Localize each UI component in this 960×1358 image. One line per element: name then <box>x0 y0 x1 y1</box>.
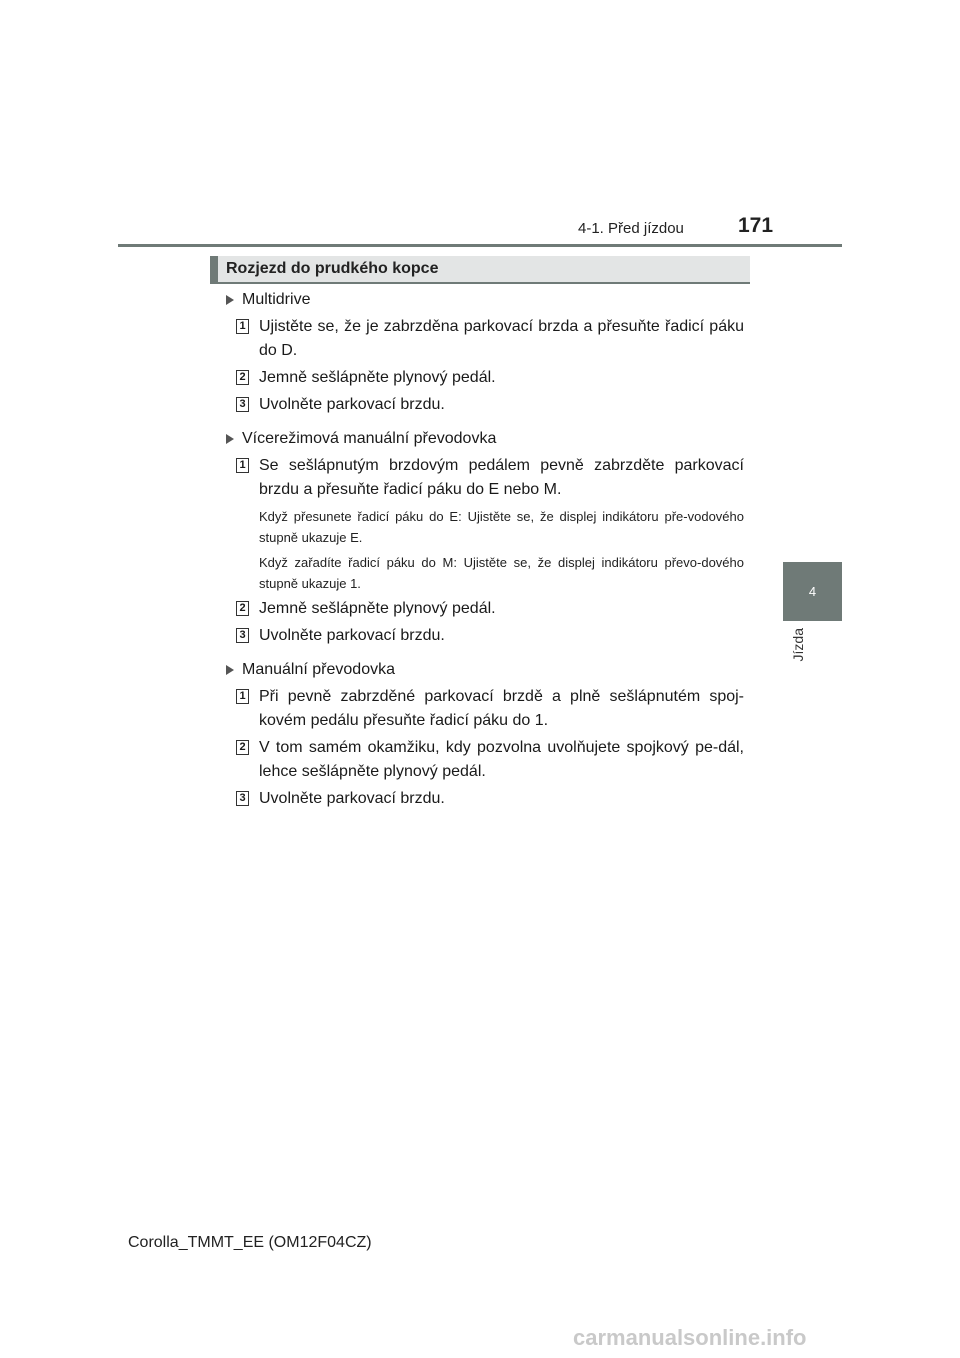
note: Když přesunete řadicí páku do E: Ujistěte se, že displej indikátoru pře-vodového stupně ukazuje E. <box>259 509 744 545</box>
step-number-badge: 3 <box>236 791 249 806</box>
subhead-multidrive <box>226 288 744 312</box>
subhead-manual <box>226 658 744 682</box>
triangle-bullet-icon <box>226 295 234 305</box>
step <box>226 736 744 784</box>
section-title: Rozjezd do prudkého kopce <box>210 256 750 284</box>
page-number: 171 <box>738 214 774 237</box>
step-number-badge: 2 <box>236 370 249 385</box>
step-text: V tom samém okamžiku, kdy pozvolna uvolňujete spojkový pe-dál, lehce sešlápněte plynový pedál. <box>259 739 744 780</box>
step-text: Ujistěte se, že je zabrzděna parkovací brzda a přesuňte řadicí páku do D. <box>259 318 744 359</box>
step-number-badge: 1 <box>236 689 249 704</box>
step-number-badge: 2 <box>236 740 249 755</box>
triangle-bullet-icon <box>226 665 234 675</box>
step-text: Jemně sešlápněte plynový pedál. <box>259 600 496 617</box>
chapter-tab[interactable] <box>783 562 842 621</box>
triangle-bullet-icon <box>226 434 234 444</box>
step <box>226 454 744 502</box>
step-text: Uvolněte parkovací brzdu. <box>259 396 445 413</box>
note: Když zařadíte řadicí páku do M: Ujistěte se, že displej indikátoru převo-dového stupně ukazuje 1. <box>259 555 744 591</box>
step-text: Jemně sešlápněte plynový pedál. <box>259 369 496 386</box>
subhead-label: Vícerežimová manuální převodovka <box>242 430 497 447</box>
step <box>226 787 744 811</box>
chapter-tab-number: 4 <box>808 584 817 599</box>
subhead-multimode-manual <box>226 427 744 451</box>
header-rule <box>118 244 842 247</box>
footer-doc-id: Corolla_TMMT_EE (OM12F04CZ) <box>128 1234 372 1251</box>
step-text: Při pevně zabrzděné parkovací brzdě a plně sešlápnutém spoj-kovém pedálu přesuňte řadicí páku do 1. <box>259 688 744 729</box>
step <box>226 393 744 417</box>
subhead-label: Manuální převodovka <box>242 661 395 678</box>
step <box>226 685 744 733</box>
watermark: carmanualsonline.info <box>573 1325 807 1350</box>
step <box>226 366 744 390</box>
step-text: Uvolněte parkovací brzdu. <box>259 790 445 807</box>
content <box>226 288 744 811</box>
step-text: Uvolněte parkovací brzdu. <box>259 627 445 644</box>
step <box>226 597 744 621</box>
step-number-badge: 3 <box>236 397 249 412</box>
header-section-title: 4-1. Před jízdou <box>578 220 684 237</box>
step <box>226 315 744 363</box>
step-text: Se sešlápnutým brzdovým pedálem pevně zabrzděte parkovací brzdu a přesuňte řadicí páku do E nebo M. <box>259 457 744 498</box>
chapter-tab-label: Jízda <box>790 628 806 662</box>
subhead-label: Multidrive <box>242 291 311 308</box>
step-number-badge: 3 <box>236 628 249 643</box>
step-number-badge: 1 <box>236 319 249 334</box>
step-number-badge: 1 <box>236 458 249 473</box>
step <box>226 624 744 648</box>
step-number-badge: 2 <box>236 601 249 616</box>
